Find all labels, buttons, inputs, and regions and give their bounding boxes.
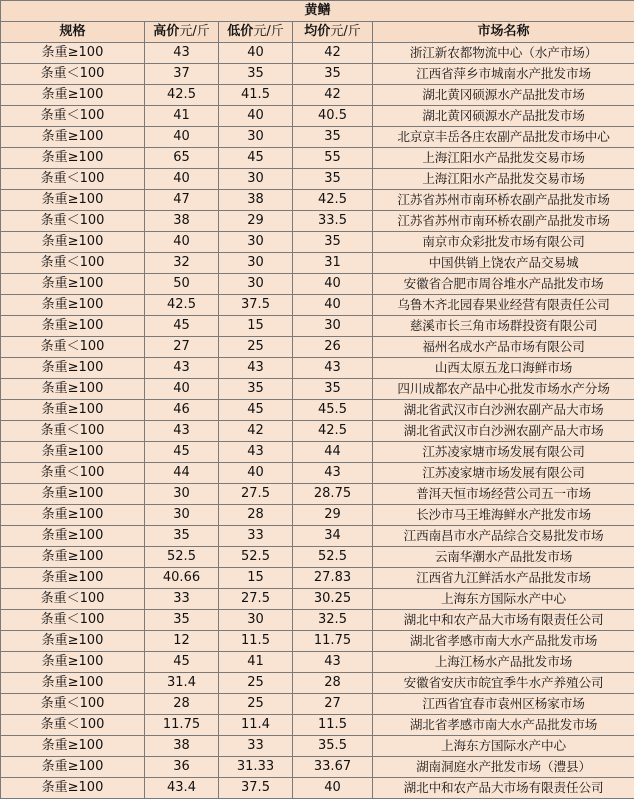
cell-avg-price: 33.67 bbox=[293, 757, 373, 778]
cell-market-name: 长沙市马王堆海鲜水产批发市场 bbox=[373, 505, 634, 526]
cell-spec: 条重≥100 bbox=[1, 568, 145, 589]
cell-spec: 条重＜100 bbox=[1, 589, 145, 610]
cell-low-price: 11.5 bbox=[219, 631, 293, 652]
cell-market-name: 江西省萍乡市城南水产批发市场 bbox=[373, 64, 634, 85]
table-row bbox=[1, 673, 634, 694]
cell-spec: 条重＜100 bbox=[1, 694, 145, 715]
cell-market-name: 上海江阳水产品批发交易市场 bbox=[373, 169, 634, 190]
cell-avg-price: 45.5 bbox=[293, 400, 373, 421]
cell-high-price: 50 bbox=[145, 274, 219, 295]
cell-spec: 条重≥100 bbox=[1, 547, 145, 568]
table-title: 黄鳝 bbox=[1, 1, 634, 22]
table-row bbox=[1, 694, 634, 715]
table-row bbox=[1, 421, 634, 442]
cell-high-price: 35 bbox=[145, 526, 219, 547]
cell-market-name: 江西南昌市水产品综合交易批发市场 bbox=[373, 526, 634, 547]
cell-low-price: 25 bbox=[219, 694, 293, 715]
header-low-label: 低价 bbox=[227, 24, 254, 39]
cell-avg-price: 31 bbox=[293, 253, 373, 274]
cell-spec: 条重＜100 bbox=[1, 715, 145, 736]
cell-low-price: 15 bbox=[219, 568, 293, 589]
cell-high-price: 41 bbox=[145, 106, 219, 127]
cell-avg-price: 11.5 bbox=[293, 715, 373, 736]
cell-avg-price: 34 bbox=[293, 526, 373, 547]
cell-high-price: 37 bbox=[145, 64, 219, 85]
cell-spec: 条重＜100 bbox=[1, 463, 145, 484]
cell-market-name: 北京京丰岳各庄农副产品批发市场中心 bbox=[373, 127, 634, 148]
cell-spec: 条重≥100 bbox=[1, 505, 145, 526]
table-row bbox=[1, 190, 634, 211]
cell-spec: 条重≥100 bbox=[1, 484, 145, 505]
cell-spec: 条重≥100 bbox=[1, 274, 145, 295]
title-row bbox=[1, 1, 634, 22]
cell-market-name: 湖南洞庭水产批发市场（澧县） bbox=[373, 757, 634, 778]
cell-avg-price: 30.25 bbox=[293, 589, 373, 610]
cell-avg-price: 44 bbox=[293, 442, 373, 463]
cell-high-price: 42.5 bbox=[145, 295, 219, 316]
table-row bbox=[1, 778, 634, 799]
cell-high-price: 45 bbox=[145, 652, 219, 673]
table-row bbox=[1, 757, 634, 778]
cell-avg-price: 32.5 bbox=[293, 610, 373, 631]
cell-market-name: 福州名成水产品市场有限公司 bbox=[373, 337, 634, 358]
cell-high-price: 45 bbox=[145, 442, 219, 463]
cell-low-price: 43 bbox=[219, 358, 293, 379]
table-row bbox=[1, 610, 634, 631]
table-row bbox=[1, 652, 634, 673]
cell-low-price: 15 bbox=[219, 316, 293, 337]
cell-spec: 条重≥100 bbox=[1, 442, 145, 463]
cell-high-price: 65 bbox=[145, 148, 219, 169]
table-row bbox=[1, 253, 634, 274]
cell-spec: 条重＜100 bbox=[1, 211, 145, 232]
cell-high-price: 30 bbox=[145, 505, 219, 526]
cell-high-price: 40 bbox=[145, 127, 219, 148]
cell-low-price: 41.5 bbox=[219, 85, 293, 106]
header-avg-unit: 元/斤 bbox=[330, 24, 361, 39]
cell-low-price: 30 bbox=[219, 232, 293, 253]
cell-spec: 条重＜100 bbox=[1, 169, 145, 190]
cell-market-name: 南京市众彩批发市场有限公司 bbox=[373, 232, 634, 253]
cell-low-price: 25 bbox=[219, 337, 293, 358]
cell-low-price: 30 bbox=[219, 169, 293, 190]
table-row bbox=[1, 127, 634, 148]
cell-low-price: 41 bbox=[219, 652, 293, 673]
cell-low-price: 52.5 bbox=[219, 547, 293, 568]
cell-avg-price: 40 bbox=[293, 295, 373, 316]
cell-high-price: 40 bbox=[145, 379, 219, 400]
cell-avg-price: 35.5 bbox=[293, 736, 373, 757]
cell-avg-price: 11.75 bbox=[293, 631, 373, 652]
cell-low-price: 31.33 bbox=[219, 757, 293, 778]
cell-low-price: 42 bbox=[219, 421, 293, 442]
header-high-unit: 元/斤 bbox=[179, 24, 210, 39]
table-row bbox=[1, 106, 634, 127]
cell-market-name: 湖北黄冈硕源水产品批发市场 bbox=[373, 106, 634, 127]
cell-market-name: 湖北省武汉市白沙洲农副产品大市场 bbox=[373, 400, 634, 421]
cell-spec: 条重≥100 bbox=[1, 673, 145, 694]
header-row bbox=[1, 22, 634, 43]
table-row bbox=[1, 463, 634, 484]
cell-spec: 条重＜100 bbox=[1, 337, 145, 358]
table-row bbox=[1, 85, 634, 106]
table-row bbox=[1, 736, 634, 757]
cell-high-price: 40 bbox=[145, 232, 219, 253]
cell-avg-price: 40 bbox=[293, 274, 373, 295]
table-row bbox=[1, 232, 634, 253]
cell-high-price: 40.66 bbox=[145, 568, 219, 589]
cell-market-name: 湖北省孝感市南大水产品批发市场 bbox=[373, 631, 634, 652]
header-high-label: 高价 bbox=[153, 24, 180, 39]
cell-high-price: 12 bbox=[145, 631, 219, 652]
cell-avg-price: 40 bbox=[293, 778, 373, 799]
cell-spec: 条重≥100 bbox=[1, 43, 145, 64]
table-row bbox=[1, 505, 634, 526]
table-row bbox=[1, 547, 634, 568]
cell-market-name: 湖北黄冈硕源水产品批发市场 bbox=[373, 85, 634, 106]
cell-high-price: 52.5 bbox=[145, 547, 219, 568]
cell-avg-price: 42 bbox=[293, 85, 373, 106]
cell-spec: 条重≥100 bbox=[1, 148, 145, 169]
cell-spec: 条重≥100 bbox=[1, 757, 145, 778]
cell-high-price: 32 bbox=[145, 253, 219, 274]
cell-avg-price: 28 bbox=[293, 673, 373, 694]
table-row bbox=[1, 526, 634, 547]
cell-high-price: 44 bbox=[145, 463, 219, 484]
table-row bbox=[1, 64, 634, 85]
cell-market-name: 江西省九江鲜活水产品批发市场 bbox=[373, 568, 634, 589]
cell-avg-price: 27 bbox=[293, 694, 373, 715]
table-row bbox=[1, 379, 634, 400]
table-row bbox=[1, 274, 634, 295]
cell-spec: 条重≥100 bbox=[1, 127, 145, 148]
cell-low-price: 27.5 bbox=[219, 484, 293, 505]
cell-market-name: 上海江阳水产品批发交易市场 bbox=[373, 148, 634, 169]
cell-high-price: 35 bbox=[145, 610, 219, 631]
cell-low-price: 37.5 bbox=[219, 778, 293, 799]
cell-spec: 条重＜100 bbox=[1, 253, 145, 274]
cell-low-price: 37.5 bbox=[219, 295, 293, 316]
cell-avg-price: 52.5 bbox=[293, 547, 373, 568]
cell-market-name: 湖北省孝感市南大水产品批发市场 bbox=[373, 715, 634, 736]
cell-high-price: 31.4 bbox=[145, 673, 219, 694]
cell-market-name: 慈溪市长三角市场群投资有限公司 bbox=[373, 316, 634, 337]
cell-high-price: 38 bbox=[145, 736, 219, 757]
table-row bbox=[1, 631, 634, 652]
cell-market-name: 江苏省苏州市南环桥农副产品批发市场 bbox=[373, 190, 634, 211]
cell-high-price: 30 bbox=[145, 484, 219, 505]
cell-market-name: 中国供销上饶农产品交易城 bbox=[373, 253, 634, 274]
header-avg bbox=[293, 22, 373, 43]
table-row bbox=[1, 295, 634, 316]
table-row bbox=[1, 211, 634, 232]
header-low-unit: 元/斤 bbox=[253, 24, 284, 39]
cell-avg-price: 43 bbox=[293, 463, 373, 484]
cell-low-price: 35 bbox=[219, 64, 293, 85]
cell-low-price: 35 bbox=[219, 379, 293, 400]
table-row bbox=[1, 337, 634, 358]
cell-spec: 条重≥100 bbox=[1, 316, 145, 337]
cell-spec: 条重≥100 bbox=[1, 358, 145, 379]
cell-avg-price: 35 bbox=[293, 64, 373, 85]
cell-spec: 条重＜100 bbox=[1, 610, 145, 631]
cell-spec: 条重≥100 bbox=[1, 736, 145, 757]
cell-low-price: 28 bbox=[219, 505, 293, 526]
cell-market-name: 湖北中和农产品大市场有限责任公司 bbox=[373, 778, 634, 799]
cell-avg-price: 35 bbox=[293, 169, 373, 190]
cell-market-name: 湖北省武汉市白沙洲农副产品大市场 bbox=[373, 421, 634, 442]
header-high bbox=[145, 22, 219, 43]
table-row bbox=[1, 316, 634, 337]
table-row bbox=[1, 568, 634, 589]
cell-low-price: 45 bbox=[219, 400, 293, 421]
cell-spec: 条重≥100 bbox=[1, 232, 145, 253]
cell-avg-price: 30 bbox=[293, 316, 373, 337]
cell-spec: 条重≥100 bbox=[1, 631, 145, 652]
cell-high-price: 28 bbox=[145, 694, 219, 715]
cell-spec: 条重≥100 bbox=[1, 652, 145, 673]
cell-low-price: 40 bbox=[219, 43, 293, 64]
header-avg-label: 均价 bbox=[304, 24, 331, 39]
cell-market-name: 乌鲁木齐北园春果业经营有限责任公司 bbox=[373, 295, 634, 316]
cell-spec: 条重≥100 bbox=[1, 295, 145, 316]
cell-high-price: 40 bbox=[145, 169, 219, 190]
cell-low-price: 33 bbox=[219, 526, 293, 547]
cell-market-name: 江苏凌家塘市场发展有限公司 bbox=[373, 442, 634, 463]
cell-low-price: 25 bbox=[219, 673, 293, 694]
cell-avg-price: 42 bbox=[293, 43, 373, 64]
table-row bbox=[1, 169, 634, 190]
cell-high-price: 11.75 bbox=[145, 715, 219, 736]
cell-avg-price: 42.5 bbox=[293, 190, 373, 211]
cell-low-price: 38 bbox=[219, 190, 293, 211]
cell-market-name: 浙江新农都物流中心（水产市场） bbox=[373, 43, 634, 64]
cell-avg-price: 27.83 bbox=[293, 568, 373, 589]
cell-avg-price: 35 bbox=[293, 127, 373, 148]
cell-high-price: 43 bbox=[145, 43, 219, 64]
cell-market-name: 湖北中和农产品大市场有限责任公司 bbox=[373, 610, 634, 631]
cell-high-price: 33 bbox=[145, 589, 219, 610]
cell-avg-price: 43 bbox=[293, 652, 373, 673]
cell-high-price: 46 bbox=[145, 400, 219, 421]
cell-high-price: 47 bbox=[145, 190, 219, 211]
cell-market-name: 上海东方国际水产中心 bbox=[373, 736, 634, 757]
cell-spec: 条重≥100 bbox=[1, 379, 145, 400]
cell-market-name: 上海江杨水产品批发市场 bbox=[373, 652, 634, 673]
cell-high-price: 38 bbox=[145, 211, 219, 232]
cell-high-price: 43 bbox=[145, 421, 219, 442]
cell-avg-price: 26 bbox=[293, 337, 373, 358]
cell-low-price: 33 bbox=[219, 736, 293, 757]
cell-low-price: 40 bbox=[219, 106, 293, 127]
table-row bbox=[1, 43, 634, 64]
cell-spec: 条重＜100 bbox=[1, 421, 145, 442]
cell-market-name: 山西太原五龙口海鲜市场 bbox=[373, 358, 634, 379]
cell-market-name: 江西省宜春市袁州区杨家市场 bbox=[373, 694, 634, 715]
table-row bbox=[1, 400, 634, 421]
cell-low-price: 30 bbox=[219, 253, 293, 274]
cell-spec: 条重≥100 bbox=[1, 190, 145, 211]
cell-spec: 条重＜100 bbox=[1, 106, 145, 127]
table-row bbox=[1, 442, 634, 463]
cell-spec: 条重＜100 bbox=[1, 64, 145, 85]
cell-market-name: 安徽省合肥市周谷堆水产品批发市场 bbox=[373, 274, 634, 295]
table-row bbox=[1, 148, 634, 169]
cell-low-price: 43 bbox=[219, 442, 293, 463]
cell-avg-price: 55 bbox=[293, 148, 373, 169]
table-row bbox=[1, 715, 634, 736]
cell-market-name: 安徽省安庆市皖宜季牛水产养殖公司 bbox=[373, 673, 634, 694]
cell-avg-price: 42.5 bbox=[293, 421, 373, 442]
cell-avg-price: 43 bbox=[293, 358, 373, 379]
table-row bbox=[1, 589, 634, 610]
cell-spec: 条重≥100 bbox=[1, 526, 145, 547]
cell-high-price: 36 bbox=[145, 757, 219, 778]
cell-low-price: 30 bbox=[219, 127, 293, 148]
cell-low-price: 30 bbox=[219, 274, 293, 295]
cell-avg-price: 29 bbox=[293, 505, 373, 526]
table-body bbox=[1, 43, 634, 799]
cell-high-price: 27 bbox=[145, 337, 219, 358]
cell-spec: 条重≥100 bbox=[1, 400, 145, 421]
table-row bbox=[1, 358, 634, 379]
cell-avg-price: 35 bbox=[293, 379, 373, 400]
cell-high-price: 43.4 bbox=[145, 778, 219, 799]
cell-low-price: 45 bbox=[219, 148, 293, 169]
cell-low-price: 40 bbox=[219, 463, 293, 484]
header-low bbox=[219, 22, 293, 43]
cell-high-price: 45 bbox=[145, 316, 219, 337]
cell-market-name: 普洱天恒市场经营公司五一市场 bbox=[373, 484, 634, 505]
cell-avg-price: 40.5 bbox=[293, 106, 373, 127]
cell-market-name: 上海东方国际水产中心 bbox=[373, 589, 634, 610]
cell-high-price: 42.5 bbox=[145, 85, 219, 106]
header-spec: 规格 bbox=[1, 22, 145, 43]
header-market: 市场名称 bbox=[373, 22, 634, 43]
cell-low-price: 11.4 bbox=[219, 715, 293, 736]
cell-market-name: 四川成都农产品中心批发市场水产分场 bbox=[373, 379, 634, 400]
cell-avg-price: 35 bbox=[293, 232, 373, 253]
cell-avg-price: 33.5 bbox=[293, 211, 373, 232]
cell-low-price: 30 bbox=[219, 610, 293, 631]
cell-low-price: 29 bbox=[219, 211, 293, 232]
cell-avg-price: 28.75 bbox=[293, 484, 373, 505]
cell-high-price: 43 bbox=[145, 358, 219, 379]
cell-market-name: 云南华潮水产品批发市场 bbox=[373, 547, 634, 568]
cell-market-name: 江苏省苏州市南环桥农副产品批发市场 bbox=[373, 211, 634, 232]
cell-low-price: 27.5 bbox=[219, 589, 293, 610]
table-row bbox=[1, 484, 634, 505]
cell-spec: 条重≥100 bbox=[1, 85, 145, 106]
cell-market-name: 江苏凌家塘市场发展有限公司 bbox=[373, 463, 634, 484]
cell-spec: 条重≥100 bbox=[1, 778, 145, 799]
